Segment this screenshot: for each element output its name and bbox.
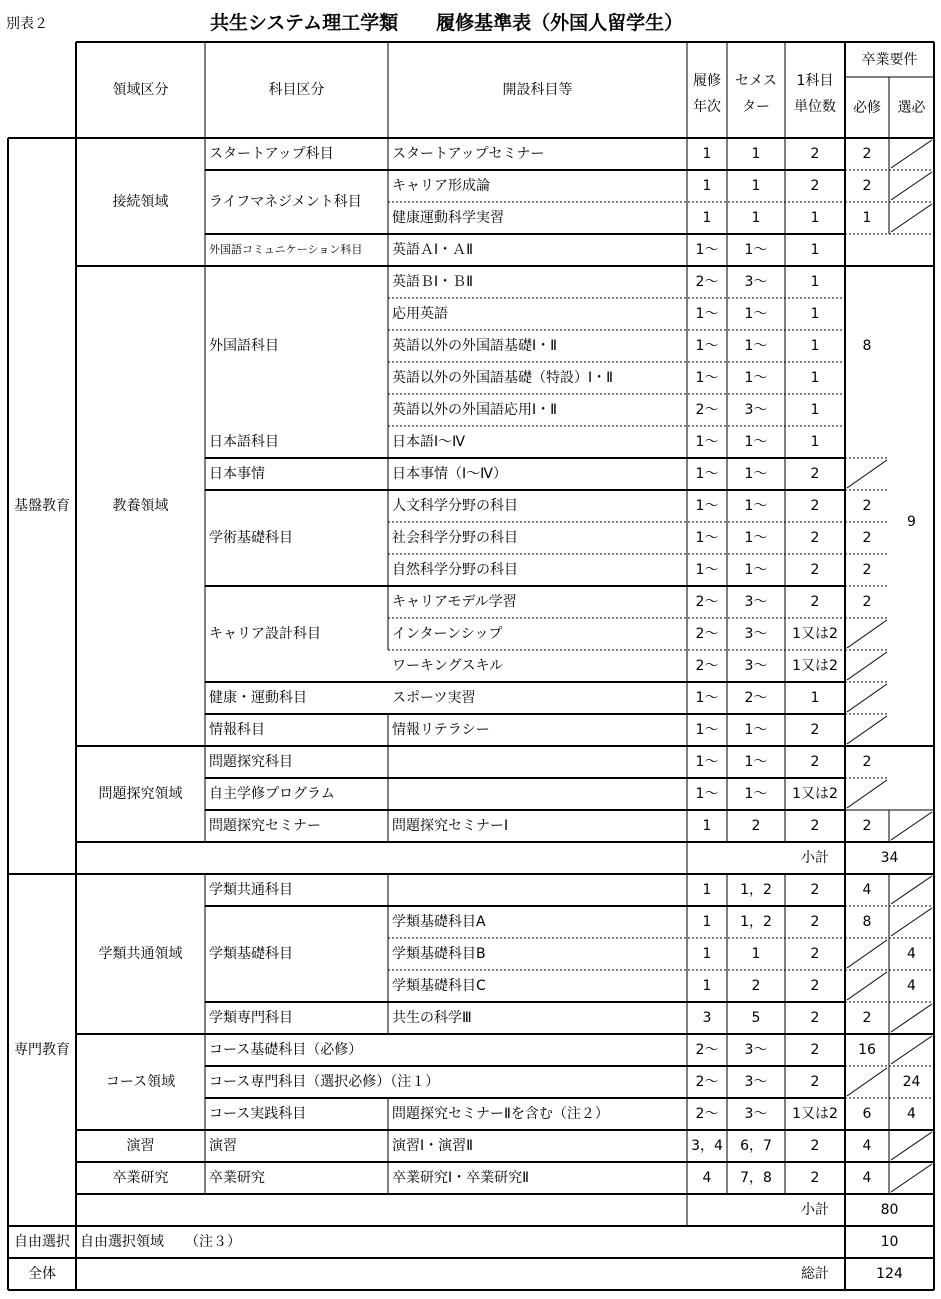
free-total: 10 <box>880 1234 899 1250</box>
not-applicable-slash <box>847 780 887 808</box>
category-c15: 学類専門科目 <box>209 1010 293 1026</box>
area-liberal: 教養領域 <box>112 498 169 514</box>
subject-name: 卒業研究Ⅰ・卒業研究Ⅱ <box>392 1170 530 1186</box>
category-c13: 学類共通科目 <box>209 882 293 898</box>
year-value: 2～ <box>695 402 719 418</box>
semester-value: 3～ <box>744 626 768 642</box>
subject-name: 問題探究セミナーⅠ <box>392 818 509 834</box>
subject-name: 学類基礎科目C <box>392 978 486 994</box>
subject-name: ワーキングスキル <box>392 658 504 674</box>
year-value: 1 <box>702 146 712 162</box>
year-value: 1～ <box>695 690 719 706</box>
semester-value: 3～ <box>744 594 768 610</box>
units-value: 1 <box>810 210 820 226</box>
subject-name: キャリア形成論 <box>392 178 490 194</box>
units-value: 1又は2 <box>792 786 838 802</box>
year-value: 1～ <box>695 242 719 258</box>
semester-value: 1～ <box>744 242 768 258</box>
semester-value: 1 <box>751 146 761 162</box>
units-value: 2 <box>810 946 820 962</box>
year-value: 1～ <box>695 338 719 354</box>
units-value: 1 <box>810 402 820 418</box>
year-value: 4 <box>702 1170 712 1186</box>
units-value: 2 <box>810 562 820 578</box>
elective-b: 4 <box>907 946 916 962</box>
header-semester: セメスター <box>735 73 777 115</box>
year-value: 2～ <box>695 658 719 674</box>
category-c14: 学類基礎科目 <box>209 946 293 962</box>
subtotal-basic: 34 <box>880 850 899 866</box>
units-value: 2 <box>810 722 820 738</box>
year-value: 1～ <box>695 466 719 482</box>
year-value: 1 <box>702 882 712 898</box>
required-units: 4 <box>862 882 872 898</box>
not-applicable-slash <box>891 1132 932 1160</box>
semester-value: 1，2 <box>740 914 772 930</box>
semester-value: 1～ <box>744 306 768 322</box>
semester-value: 1 <box>751 946 761 962</box>
header-required: 必修 <box>853 99 881 116</box>
semester-value: 1～ <box>744 562 768 578</box>
year-value: 1 <box>702 978 712 994</box>
semester-value: 1～ <box>744 498 768 514</box>
subject-name: キャリアモデル学習 <box>392 594 517 610</box>
units-value: 1 <box>810 370 820 386</box>
required-units: 2 <box>862 1010 872 1026</box>
page-title: 共生システム理工学類 履修基準表（外国人留学生） <box>210 12 684 34</box>
not-applicable-slash <box>891 812 932 840</box>
not-applicable-slash <box>847 684 887 712</box>
units-value: 2 <box>810 498 820 514</box>
units-value: 2 <box>810 754 820 770</box>
semester-value: 3～ <box>744 402 768 418</box>
semester-value: 1 <box>751 178 761 194</box>
category-c9: 情報科目 <box>209 722 265 738</box>
units-value: 1 <box>810 434 820 450</box>
units-value: 2 <box>810 146 820 162</box>
semester-value: 7，8 <box>740 1170 772 1186</box>
semester-value: 2～ <box>744 690 768 706</box>
not-applicable-slash <box>847 460 887 488</box>
category-c3: 外国語科目 <box>209 338 279 354</box>
header-requirements: 卒業要件 <box>861 51 918 68</box>
units-value: 2 <box>810 978 820 994</box>
units-value: 2 <box>810 1074 820 1090</box>
year-value: 1～ <box>695 370 719 386</box>
units-value: 1 <box>810 690 820 706</box>
units-value: 2 <box>810 178 820 194</box>
required-units: 8 <box>862 914 872 930</box>
not-applicable-slash <box>891 908 932 936</box>
not-applicable-slash <box>847 652 887 680</box>
category-c5: 日本事情 <box>209 466 265 482</box>
elective-course-spec: 24 <box>902 1074 921 1090</box>
area-inquiry: 問題探究領域 <box>98 786 183 802</box>
division-total: 全体 <box>28 1266 56 1282</box>
semester-value: 1，2 <box>740 882 772 898</box>
year-value: 1～ <box>695 498 719 514</box>
not-applicable-slash <box>891 204 932 232</box>
semester-value: 1～ <box>744 530 768 546</box>
year-value: 2～ <box>695 1042 719 1058</box>
year-value: 2～ <box>695 274 719 290</box>
subject-name: 社会科学分野の科目 <box>392 530 518 546</box>
category-c4: 日本語科目 <box>209 434 279 450</box>
merged-basic-elective: 9 <box>907 514 916 530</box>
grand-total-label: 総計 <box>801 1266 829 1282</box>
required-units: 2 <box>862 178 872 194</box>
semester-value: 1 <box>751 210 761 226</box>
subject-name: 英語ＢⅠ・ＢⅡ <box>392 274 474 290</box>
year-value: 1～ <box>695 306 719 322</box>
not-applicable-slash <box>847 972 887 1000</box>
year-value: 2～ <box>695 1074 719 1090</box>
year-value: 1～ <box>695 562 719 578</box>
subject-name: 問題探究セミナーⅡを含む（注２） <box>392 1106 609 1122</box>
category-c11: 自主学修プログラム <box>209 786 335 802</box>
required-units: 6 <box>862 1106 872 1122</box>
required-units: 2 <box>862 530 872 546</box>
semester-value: 1～ <box>744 786 768 802</box>
subject-name: 日本事情（Ⅰ～Ⅳ） <box>392 466 508 482</box>
subject-name: 日本語Ⅰ～Ⅳ <box>392 434 466 450</box>
year-value: 1 <box>702 210 712 226</box>
semester-value: 1～ <box>744 754 768 770</box>
units-value: 2 <box>810 818 820 834</box>
header-area: 領域区分 <box>112 82 169 98</box>
year-value: 2～ <box>695 1106 719 1122</box>
semester-value: 1～ <box>744 466 768 482</box>
not-applicable-slash <box>891 1036 932 1064</box>
year-value: 1～ <box>695 530 719 546</box>
not-applicable-slash <box>891 172 932 200</box>
header-category: 科目区分 <box>268 82 325 98</box>
subtotal-specialized: 80 <box>880 1202 899 1218</box>
grand-total: 124 <box>876 1266 903 1282</box>
elective-course-prac: 4 <box>907 1106 916 1122</box>
category-c12: 問題探究セミナー <box>209 818 321 834</box>
subject-name: スタートアップセミナー <box>392 146 545 162</box>
units-value: 1 <box>810 274 820 290</box>
subject-name: 英語ＡⅠ・ＡⅡ <box>392 242 474 258</box>
area-exercise: 演習 <box>126 1138 155 1154</box>
semester-value: 3～ <box>744 658 768 674</box>
units-value: 2 <box>810 1170 820 1186</box>
appendix-label: 別表２ <box>6 16 48 32</box>
units-value: 2 <box>810 1042 820 1058</box>
year-value: 2～ <box>695 594 719 610</box>
header-year: 履修年次 <box>693 73 721 115</box>
year-value: 1 <box>702 946 712 962</box>
category-c7: キャリア設計科目 <box>209 626 321 642</box>
required-units: 2 <box>862 594 872 610</box>
subtotal-label: 小計 <box>801 1202 829 1218</box>
required-units: 1 <box>862 210 872 226</box>
area-common: 学類共通領域 <box>98 946 183 962</box>
category-c6: 学術基礎科目 <box>209 530 293 546</box>
subject-name: 学類基礎科目A <box>392 914 486 930</box>
subject-name: 情報リテラシー <box>392 722 490 738</box>
semester-value: 5 <box>751 1010 761 1026</box>
not-applicable-slash <box>847 940 887 968</box>
units-value: 2 <box>810 530 820 546</box>
year-value: 1～ <box>695 786 719 802</box>
units-value: 1又は2 <box>792 658 838 674</box>
subject-name: スポーツ実習 <box>392 690 476 706</box>
subject-name: 英語以外の外国語基礎Ⅰ・Ⅱ <box>392 338 558 354</box>
subject-name: 健康運動科学実習 <box>392 210 504 226</box>
category-c2: 外国語コミュニケーション科目 <box>209 243 363 256</box>
year-value: 3，4 <box>691 1138 723 1154</box>
semester-value: 1～ <box>744 434 768 450</box>
semester-value: 2 <box>751 978 761 994</box>
category-c20: 卒業研究 <box>209 1170 265 1186</box>
elective-c: 4 <box>907 978 916 994</box>
header-elective: 選必 <box>897 99 926 116</box>
year-value: 1 <box>702 178 712 194</box>
not-applicable-slash <box>891 876 932 904</box>
division-basic: 基盤教育 <box>14 498 70 514</box>
semester-value: 6，7 <box>740 1138 772 1154</box>
category-c18: コース実践科目 <box>209 1106 307 1122</box>
subject-name: 英語以外の外国語応用Ⅰ・Ⅱ <box>392 402 558 418</box>
required-units: 16 <box>858 1042 876 1058</box>
semester-value: 3～ <box>744 274 768 290</box>
category-c17: コース専門科目（選択必修）（注１） <box>209 1074 440 1090</box>
category-c19: 演習 <box>209 1138 237 1154</box>
subject-name: 共生の科学Ⅲ <box>392 1010 472 1026</box>
units-value: 2 <box>810 914 820 930</box>
category-c10: 問題探究科目 <box>209 754 293 770</box>
year-value: 1 <box>702 818 712 834</box>
subject-name: 自然科学分野の科目 <box>392 562 518 578</box>
subject-name: 英語以外の外国語基礎（特設）Ⅰ・Ⅱ <box>392 370 614 386</box>
units-value: 2 <box>810 882 820 898</box>
semester-value: 3～ <box>744 1106 768 1122</box>
semester-value: 3～ <box>744 1074 768 1090</box>
required-units: 4 <box>862 1138 872 1154</box>
units-value: 1 <box>810 338 820 354</box>
subject-name: 人文科学分野の科目 <box>392 498 518 514</box>
required-units: 2 <box>862 498 872 514</box>
units-value: 2 <box>810 1010 820 1026</box>
year-value: 1 <box>702 914 712 930</box>
semester-value: 2 <box>751 818 761 834</box>
subject-name: 応用英語 <box>392 306 448 322</box>
not-applicable-slash <box>891 140 932 168</box>
subject-name: 演習Ⅰ・演習Ⅱ <box>392 1138 474 1154</box>
not-applicable-slash <box>847 1068 887 1096</box>
semester-value: 1～ <box>744 370 768 386</box>
units-value: 1又は2 <box>792 1106 838 1122</box>
required-units: 2 <box>862 146 872 162</box>
category-c8: 健康・運動科目 <box>209 690 307 706</box>
subject-name: 学類基礎科目B <box>392 946 486 962</box>
area-course: コース領域 <box>105 1074 176 1090</box>
area-free: 自由選択領域 （注３） <box>80 1234 241 1250</box>
required-units: 2 <box>862 818 872 834</box>
subject-name: インターンシップ <box>392 626 503 642</box>
area-graduation: 卒業研究 <box>112 1170 169 1186</box>
year-value: 1～ <box>695 754 719 770</box>
year-value: 1～ <box>695 722 719 738</box>
not-applicable-slash <box>847 716 887 744</box>
division-free: 自由選択 <box>14 1234 70 1250</box>
not-applicable-slash <box>891 1164 932 1192</box>
units-value: 2 <box>810 594 820 610</box>
year-value: 3 <box>702 1010 712 1026</box>
not-applicable-slash <box>847 620 887 648</box>
required-units: 2 <box>862 754 872 770</box>
units-value: 2 <box>810 466 820 482</box>
merged-lang-required: 8 <box>862 338 872 354</box>
header-units: 1科目単位数 <box>794 73 836 115</box>
area-connect: 接続領域 <box>112 194 169 210</box>
category-c0: スタートアップ科目 <box>209 146 334 162</box>
year-value: 2～ <box>695 626 719 642</box>
units-value: 1又は2 <box>792 626 838 642</box>
division-specialized: 専門教育 <box>14 1042 70 1058</box>
units-value: 1 <box>810 242 820 258</box>
required-units: 4 <box>862 1170 872 1186</box>
not-applicable-slash <box>891 1004 932 1032</box>
category-c1: ライフマネジメント科目 <box>209 194 362 210</box>
year-value: 1～ <box>695 434 719 450</box>
semester-value: 1～ <box>744 338 768 354</box>
header-subjects: 開設科目等 <box>502 82 573 98</box>
category-c16: コース基礎科目（必修） <box>209 1042 363 1058</box>
semester-value: 1～ <box>744 722 768 738</box>
units-value: 1 <box>810 306 820 322</box>
semester-value: 3～ <box>744 1042 768 1058</box>
units-value: 2 <box>810 1138 820 1154</box>
subtotal-label: 小計 <box>801 850 829 866</box>
required-units: 2 <box>862 562 872 578</box>
